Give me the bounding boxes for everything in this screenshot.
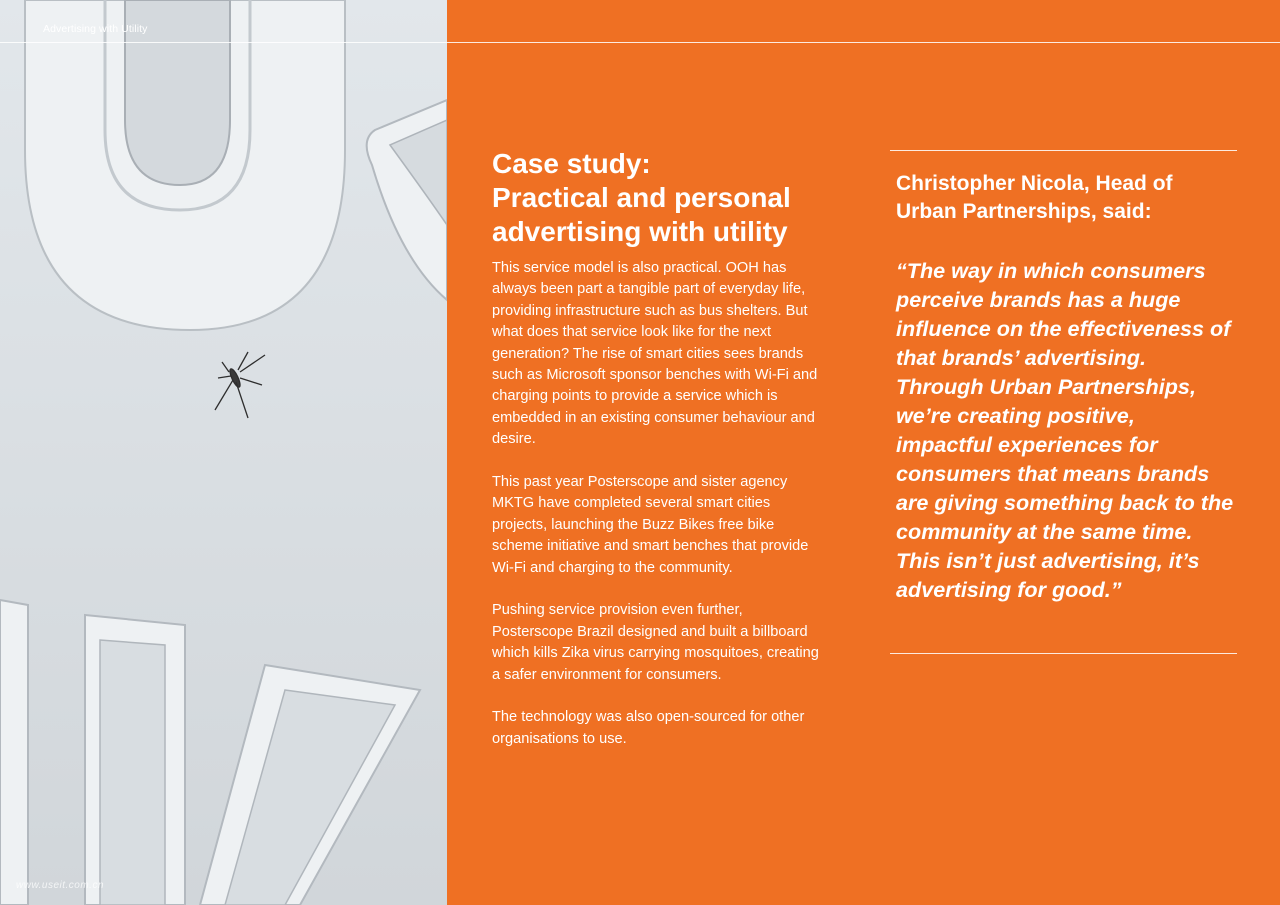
hero-photo (0, 0, 447, 905)
heading-line: advertising with utility (492, 216, 788, 247)
case-study-heading (492, 147, 842, 249)
body-paragraph: Pushing service provision even further, Posterscope Brazil designed and built a billboard which kills Zika virus carrying mosquitoes, creating a safer environment for consumers. (492, 602, 819, 683)
watermark: www.useit.com.cn (16, 880, 105, 891)
quote-bottom-rule (890, 653, 1237, 654)
embossed-letters-image (0, 0, 447, 905)
pull-quote: “The way in which consumers perceive brands has a huge influence on the effectiveness of that brands’ advertising. Through Urban Partnerships, we’re creating positive, impactful experiences for consumers that means brands are giving something back to the community at the same time. This isn’t just advertising, it’s advertising for good.” (896, 258, 1234, 602)
heading-line: Practical and personal (492, 182, 791, 213)
quote-speaker: Christopher Nicola, Head of Urban Partnerships, said: (896, 172, 1173, 223)
body-paragraph: This service model is also practical. OOH has always been part a tangible part of everyday life, providing infrastructure such as bus shelters. But what does that service look like for the next generation? The rise of smart cities sees brands such as Microsoft sponsor benches with Wi-Fi and charging points to provide a service which is embedded in an existing consumer behaviour and desire. (492, 260, 818, 448)
body-paragraph: This past year Posterscope and sister agency MKTG have completed several smart cities projects, launching the Buzz Bikes free bike scheme initiative and smart benches that provide Wi-Fi and charging to the community. (492, 474, 809, 576)
section-label: Advertising with Utility (43, 23, 148, 35)
quote-top-rule (890, 150, 1237, 151)
article-body (492, 258, 827, 772)
header-rule (0, 42, 1280, 43)
body-paragraph: The technology was also open-sourced for other organisations to use. (492, 709, 805, 747)
heading-line: Case study: (492, 148, 651, 179)
